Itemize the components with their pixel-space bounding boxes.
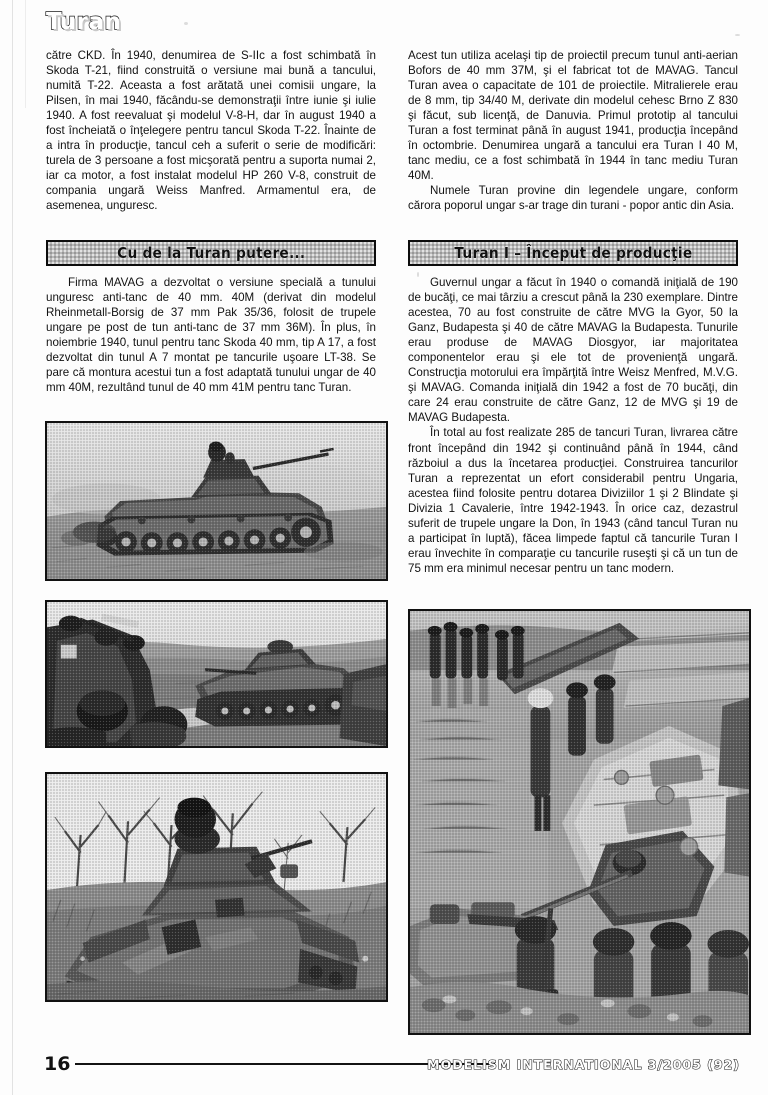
left-paragraph-1: către CKD. În 1940, denumirea de S-IIc a fost schimbată în Skoda T-21, fiind construită o versiune mai bună a tancului, numită T-22. Aceasta a fost arătată unei comisii ungare, la Pilsen, în mai 1940, făcându-se demonstraţii între iunie şi iulie 1940. A fost reevaluat şi modelul V-8-H, dar în august 1940 a fost încheiată o înţelegere pentru tancul Skoda T-22. Înainte de a intra în producţie, tancul ceh a suferit o serie de modificări: turela de 3 persoane a fost micşorată pentru a suporta numai 2, iar ca motor, a fost instalat modelul HP 260 V-8, construit de compania ungară Weiss Manfred. Armamentul era, de asemenea, unguresc. (46, 49, 376, 213)
section-banner-right-label: Turan I – Început de producţie (453, 244, 693, 262)
section-banner-right (408, 240, 738, 266)
scan-speck (735, 34, 740, 36)
photo-turan-soldiers-trench (45, 600, 388, 748)
scan-edge-artifact-secondary (25, 0, 26, 108)
section-banner-left-label: Cu de la Turan putere... (116, 244, 306, 262)
left-column-lower (46, 275, 376, 395)
right-column (408, 48, 738, 214)
right-paragraph-4: În total au fost realizate 285 de tancuri Turan, livrarea către front începând din 1942 şi continuând până în 1944, când războiul a dus la încetarea producţiei. Construirea tancurilor Turan a reprezentat un efort considerabil pentru Ungaria, acestea fiind folosite pentru dotarea Diviziilor 1 şi 2 Blindate şi Divizia 1 Cavalerie, între 1942-1943. În orice caz, dezastrul suferit de trupele ungare la Don, în 1943 (când tancul Turan nu a participat în luptă), făcea limpede faptul că tancurile Turan I erau învechite în comparaţie cu tancurile ruseşti şi că un tun de 75 mm era minimul necesar pentru un tanc modern. (408, 426, 738, 575)
magazine-issue-line: MODELISM INTERNATIONAL 3/2005 (92) (427, 1057, 740, 1072)
scan-speck (184, 22, 188, 25)
photo-turan-river-crossing (408, 609, 751, 1035)
section-banner-left (46, 240, 376, 266)
right-paragraph-2: Numele Turan provine din legendele ungare, conform cărora poporul ungar s-ar trage din turani - popor antic din Asia. (408, 184, 738, 213)
left-paragraph-2: Firma MAVAG a dezvoltat o versiune specială a tunului unguresc anti-tanc de 40 mm. 40M (derivat din modelul Rheinmetall-Borsig de 37 mm Pak 35/36, folosit de trupele ungare pe post de tun anti-tanc de 37 mm 36M). În plus, în noiembrie 1940, tunul pentru tanc Skoda 40 mm, tip A 17, a fost dezvoltat din tunul A 7 montat pe tancurile uşoare LT-38. Se pare că montura acestui tun a fost adaptată tunului ungar de 40 mm 40M, rezultând tunul de 40 mm 41M pentru tanc Turan. (46, 276, 376, 395)
photo-turan-hillside (45, 772, 388, 1002)
page-number: 16 (44, 1053, 71, 1075)
right-paragraph-1: Acest tun utiliza acelaşi tip de proiectil precum tunul anti-aerian Bofors de 40 mm 37M, şi el fabricat tot de MAVAG. Tancul Turan avea o capacitate de 101 de proiectile. Mitralierele erau de 8 mm, tip 34/40 M, derivate din modelul cehesc Brno Z 830 şi făcut, sub licenţă, de Danuvia. Primul prototip al tancului Turan a fost terminat până în august 1941, producţia începând în octombrie. Denumirea ungară a tancului era Turan I 40 M, tanc mediu, ce a fost schimbată în 1944 în tanc mediu Turan 40M. (408, 49, 738, 183)
left-column (46, 48, 376, 214)
scan-edge-artifact (12, 0, 13, 1095)
right-column-lower (408, 275, 738, 576)
page-title: Turan (46, 9, 122, 35)
right-paragraph-3: Guvernul ungar a făcut în 1940 o comandă iniţială de 190 de bucăţi, ce mai târziu a crescut până la 230 exemplare. Dintre acestea, 70 au fost construite de către MVG la Gyor, 50 la Ganz, Budapesta şi 40 de către MAVAG la Budapesta. Tunurile erau produse de MAVAG Diosgyor, iar majoritatea componentelor erau şi ele tot de provenienţă ungară. Construcţia motorului era împărţită între Weisz Menfred, M.V.G. şi MAVAG. Comanda iniţială din 1942 a fost de 70 bucăţi, din care 24 erau construite de către Ganz, 12 de MVG şi 19 de MAVAG Budapesta. (408, 276, 738, 425)
photo-turan-moving-field (45, 421, 388, 581)
